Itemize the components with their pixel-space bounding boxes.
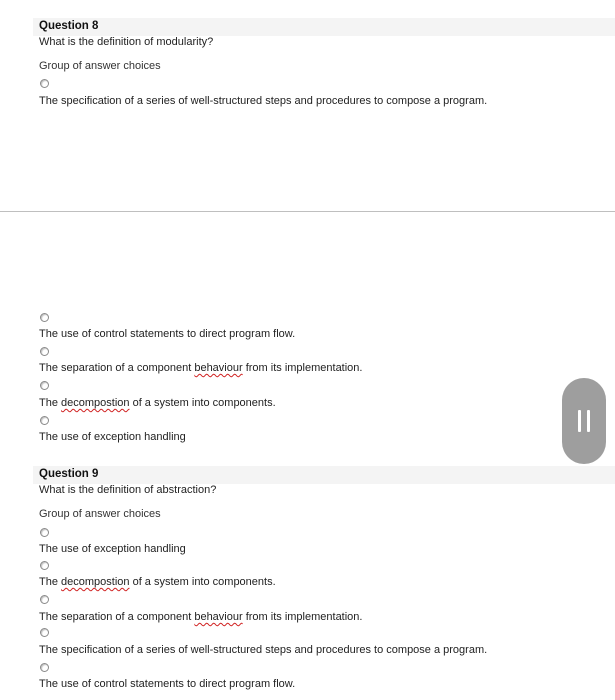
- handle-grip-bar: [587, 410, 590, 432]
- q9-answer-3-label[interactable]: The separation of a component behaviour from its implementation.: [39, 611, 363, 623]
- question-9-title: Question 9: [39, 468, 99, 480]
- drag-handle-icon[interactable]: [562, 378, 606, 464]
- q9-answer-1-radio[interactable]: [40, 528, 49, 537]
- q8-answer-3-radio[interactable]: [40, 347, 49, 356]
- q9-answer-5-label[interactable]: The use of control statements to direct program flow.: [39, 678, 296, 690]
- q8-answer-1-label[interactable]: The specification of a series of well-structured steps and procedures to compose a program.: [39, 95, 488, 107]
- q8-answer-3-label[interactable]: The separation of a component behaviour from its implementation.: [39, 362, 363, 374]
- question-8-prompt: What is the definition of modularity?: [39, 36, 214, 48]
- q9-answer-5-radio[interactable]: [40, 663, 49, 672]
- q9-answer-4-radio[interactable]: [40, 628, 49, 637]
- spellcheck-word: behaviour: [194, 611, 243, 623]
- q8-answer-5-radio[interactable]: [40, 416, 49, 425]
- q8-answer-2-label[interactable]: The use of control statements to direct program flow.: [39, 328, 296, 340]
- question-9-prompt: What is the definition of abstraction?: [39, 484, 217, 496]
- q9-answer-3-radio[interactable]: [40, 595, 49, 604]
- q8-answer-2-radio[interactable]: [40, 313, 49, 322]
- q9-answer-4-label[interactable]: The specification of a series of well-structured steps and procedures to compose a program.: [39, 644, 488, 656]
- q9-answer-1-label[interactable]: The use of exception handling: [39, 543, 186, 555]
- spellcheck-word: decompostion: [61, 397, 130, 409]
- q8-answer-5-label[interactable]: The use of exception handling: [39, 431, 186, 443]
- question-8-title: Question 8: [39, 20, 99, 32]
- q9-answer-2-label[interactable]: The decompostion of a system into components.: [39, 576, 276, 588]
- q8-answer-1-radio[interactable]: [40, 79, 49, 88]
- question-8-group-label: Group of answer choices: [39, 60, 161, 72]
- q9-answer-2-radio[interactable]: [40, 561, 49, 570]
- spellcheck-word: decompostion: [61, 576, 130, 588]
- question-8-header: [33, 18, 615, 36]
- q8-answer-4-radio[interactable]: [40, 381, 49, 390]
- spellcheck-word: behaviour: [194, 362, 243, 374]
- handle-grip-bar: [578, 410, 581, 432]
- question-9-group-label: Group of answer choices: [39, 508, 161, 520]
- question-9-header: [33, 466, 615, 484]
- q8-answer-4-label[interactable]: The decompostion of a system into components.: [39, 397, 276, 409]
- section-divider: [0, 211, 615, 212]
